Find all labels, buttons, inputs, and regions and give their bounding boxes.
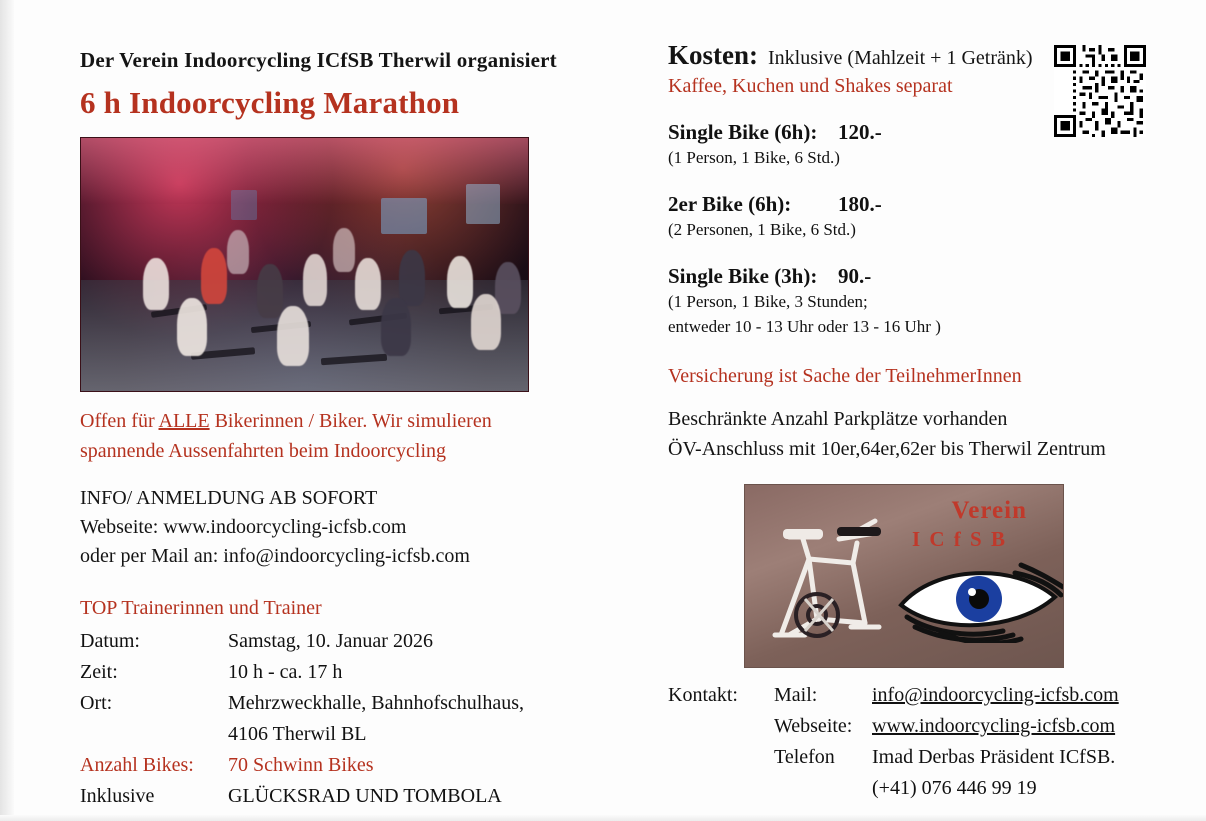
left-column	[80, 48, 610, 812]
photo-rider	[277, 306, 309, 366]
contact-spacer	[668, 773, 774, 804]
fact-value: 70 Schwinn Bikes	[228, 754, 374, 776]
parking-info	[668, 404, 1168, 464]
red-note-line2: spannende Aussenfahrten beim Indoorcycling	[80, 440, 447, 462]
price-detail: (1 Person, 1 Bike, 3 Stunden;	[668, 291, 868, 311]
price-group-single-3h	[668, 264, 1168, 339]
price-main	[668, 192, 1168, 217]
price-detail: (2 Personen, 1 Bike, 6 Std.)	[668, 219, 856, 239]
photo-rider	[201, 248, 227, 304]
table-row	[668, 773, 1119, 804]
contact-label: Mail:	[774, 684, 818, 706]
logo-bike-illustration	[753, 503, 913, 659]
photo-rider	[471, 294, 501, 350]
price-value: 90.-	[838, 263, 872, 288]
price-value: 120.-	[838, 120, 882, 144]
price-name: Single Bike (6h):	[668, 120, 818, 144]
fact-label: Datum:	[80, 630, 140, 652]
coffee-note: Kaffee, Kuchen und Shakes separat	[668, 75, 953, 97]
table-row	[80, 781, 524, 812]
contact-phone: (+41) 076 446 99 19	[872, 777, 1037, 799]
contact-person: Imad Derbas Präsident ICfSB.	[872, 746, 1116, 768]
photo-rider	[143, 258, 169, 310]
table-row	[668, 742, 1119, 773]
price-value: 180.-	[838, 191, 882, 216]
contact-website-link[interactable]: www.indoorcycling-icfsb.com	[872, 715, 1116, 737]
photo-rider	[333, 228, 355, 272]
table-row	[80, 719, 524, 750]
photo-rider	[177, 298, 207, 356]
photo-rider	[355, 258, 381, 310]
photo-screen	[466, 184, 500, 224]
fact-label: Ort:	[80, 692, 113, 714]
table-row	[80, 657, 524, 688]
fact-value: 10 h - ca. 17 h	[228, 661, 343, 683]
costs-subtitle: Inklusive (Mahlzeit + 1 Getränk)	[768, 47, 1033, 69]
table-row	[80, 750, 524, 781]
parking-line-1: Beschränkte Anzahl Parkplätze vorhanden	[668, 407, 1008, 430]
event-facts-table	[80, 626, 524, 812]
red-note-underline: ALLE	[158, 410, 210, 432]
logo-eye-illustration	[895, 557, 1064, 643]
price-detail: (1 Person, 1 Bike, 6 Std.)	[668, 148, 840, 167]
contact-mail-link[interactable]: info@indoorcycling-icfsb.com	[872, 684, 1119, 706]
red-note	[80, 406, 610, 466]
logo-verein-text: Verein	[951, 497, 1027, 524]
fact-label: Anzahl Bikes:	[80, 754, 194, 776]
price-main	[668, 264, 1168, 289]
organizer-line: Der Verein Indoorcycling ICfSB Therwil organisiert	[80, 48, 557, 72]
fact-label	[80, 719, 228, 750]
price-group-duo-6h	[668, 192, 1168, 242]
price-detail: entweder 10 - 13 Uhr oder 13 - 16 Uhr )	[668, 316, 941, 336]
price-name: Single Bike (3h):	[668, 263, 818, 288]
contact-spacer	[668, 711, 774, 742]
fact-value: GLÜCKSRAD UND TOMBOLA	[228, 785, 502, 807]
verein-icfsb-logo	[744, 484, 1064, 668]
costs-title: Kosten:	[668, 40, 758, 70]
fact-label: Zeit:	[80, 661, 118, 683]
photo-rider	[303, 254, 327, 306]
photo-rider	[381, 298, 411, 356]
info-website: Webseite: www.indoorcycling-icfsb.com	[80, 516, 407, 538]
table-row	[668, 711, 1119, 742]
fact-value: Samstag, 10. Januar 2026	[228, 630, 433, 652]
eye-icon	[895, 557, 1064, 643]
table-row	[668, 680, 1119, 711]
contact-label: Webseite:	[774, 715, 853, 737]
table-row	[80, 688, 524, 719]
photo-rider	[399, 250, 425, 306]
table-row	[80, 626, 524, 657]
contact-table	[668, 680, 1119, 804]
fact-value: Mehrzweckhalle, Bahnhofschulhaus,	[228, 692, 525, 714]
fact-value: 4106 Therwil BL	[228, 723, 367, 745]
logo-icfsb-text: I C f S B	[911, 527, 1007, 551]
contact-spacer	[668, 742, 774, 773]
indoor-cycling-photo	[80, 137, 529, 392]
scan-edge-left	[0, 0, 14, 821]
spin-bike-icon	[753, 503, 913, 659]
photo-rider	[447, 256, 473, 308]
top-trainer-heading: TOP Trainerinnen und Trainer	[80, 597, 322, 619]
price-name: 2er Bike (6h):	[668, 191, 792, 216]
photo-screen	[231, 190, 257, 220]
red-note-line1-post: Bikerinnen / Biker. Wir simulieren	[209, 410, 492, 432]
photo-rider	[257, 264, 283, 318]
scan-edge-bottom	[0, 815, 1206, 821]
photo-rider	[227, 230, 249, 274]
info-block	[80, 484, 610, 571]
contact-heading: Kontakt:	[668, 684, 738, 706]
qr-code-icon	[1054, 45, 1146, 137]
info-mail: oder per Mail an: info@indoorcycling-icfsb.com	[80, 545, 470, 567]
transit-line: ÖV-Anschluss mit 10er,64er,62er bis Therwil Zentrum	[668, 437, 1106, 460]
photo-screen	[381, 198, 427, 234]
page-title: 6 h Indoorcycling Marathon	[80, 85, 460, 120]
contact-label: Telefon	[774, 746, 835, 768]
info-heading: INFO/ ANMELDUNG AB SOFORT	[80, 487, 378, 509]
red-note-line1-pre: Offen für	[80, 410, 159, 432]
insurance-note: Versicherung ist Sache der TeilnehmerInnen	[668, 364, 1022, 387]
photo-ceiling-glow	[81, 138, 528, 204]
qr-code	[1054, 45, 1146, 137]
contact-label	[774, 773, 872, 804]
fact-label: Inklusive	[80, 785, 155, 807]
contact-block	[668, 680, 1168, 804]
